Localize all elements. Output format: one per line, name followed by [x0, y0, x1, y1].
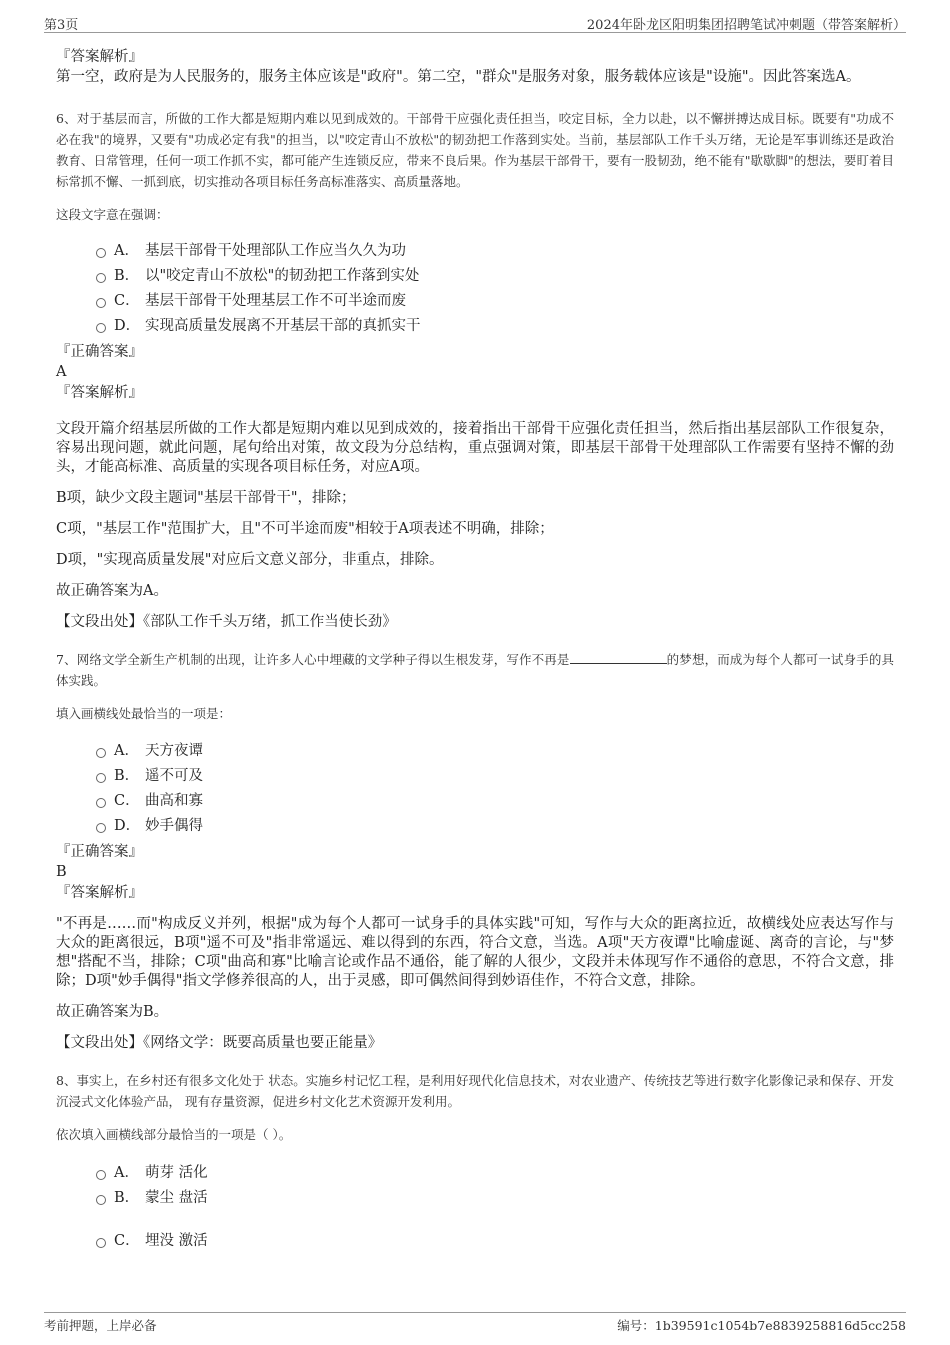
option-letter: D． — [114, 318, 141, 334]
q5-analysis-label: 『答案解析』 — [56, 49, 143, 65]
option-text: 埋没 激活 — [145, 1233, 208, 1249]
radio-icon[interactable] — [96, 323, 106, 333]
option-text: 妙手偶得 — [145, 818, 203, 834]
option-letter: A． — [114, 1165, 139, 1181]
q6-prompt: 这段文字意在强调： — [56, 207, 169, 222]
q6-analysis-p1: 文段开篇介绍基层所做的工作大都是短期内难以见到成效的，接着指出干部骨干应强化责任担当，然后指出基层部队工作很复杂，容易出现问题，就此问题，尾句给出对策，故文段为分总结构，重点强调对策，即基层干部骨干处理部队工作需要有坚持不懈的劲头，才能高标准、高质量的实现各项目标任务，对应A项。 — [56, 421, 894, 475]
radio-icon[interactable] — [96, 1170, 106, 1180]
q5-analysis-text: 第一空，政府是为人民服务的，服务主体应该是"政府"。第二空，"群众"是服务对象，服务载体应该是"设施"。因此答案选A。 — [56, 69, 861, 85]
q7-option-c[interactable] — [56, 789, 894, 814]
footer-slogan: 考前押题，上岸必备 — [44, 1318, 157, 1333]
q6-source: 【文段出处】《部队工作千头万绪，抓工作当使长劲》 — [56, 614, 397, 630]
fill-blank-line — [570, 651, 667, 664]
option-text: 曲高和寡 — [145, 793, 203, 809]
option-letter: D． — [114, 818, 141, 834]
option-text: 萌芽 活化 — [145, 1165, 208, 1181]
q8-option-a[interactable] — [56, 1161, 894, 1186]
option-text: 以"咬定青山不放松"的韧劲把工作落到实处 — [145, 268, 420, 284]
option-letter: A． — [114, 243, 139, 259]
option-text: 天方夜谭 — [145, 743, 203, 759]
document-title: 2024年卧龙区阳明集团招聘笔试冲刺题（带答案解析） — [586, 18, 906, 33]
q6-option-a[interactable] — [56, 239, 894, 264]
option-letter: C． — [114, 1233, 140, 1249]
radio-icon[interactable] — [96, 248, 106, 258]
page-number: 第3页 — [44, 18, 79, 33]
q6-option-b[interactable] — [56, 264, 894, 289]
option-text: 遥不可及 — [145, 768, 203, 784]
q7-analysis-label: 『答案解析』 — [56, 885, 143, 901]
option-text: 基层干部骨干处理部队工作应当久久为功 — [145, 243, 406, 259]
radio-icon[interactable] — [96, 798, 106, 808]
q7-source: 【文段出处】《网络文学：既要高质量也要正能量》 — [56, 1035, 383, 1051]
q8-stem: 8、事实上，在乡村还有很多文化处于 状态。实施乡村记忆工程，是利用好现代化信息技术，对农业遗产、传统技艺等进行数字化影像记录和保存、开发沉浸式文化体验产品， 现有存量资源，促进乡村文化艺术资源开发利用。 — [56, 1073, 894, 1109]
option-letter: B． — [114, 1190, 140, 1206]
option-text: 蒙尘 盘活 — [145, 1190, 208, 1206]
radio-icon[interactable] — [96, 1195, 106, 1205]
q6-analysis-p5: 故正确答案为A。 — [56, 583, 168, 599]
option-letter: A． — [114, 743, 139, 759]
q7-stem-after: 的梦想，而成为每个人都可一试身手的具体实践。 — [56, 652, 894, 688]
q7-option-d[interactable] — [56, 814, 894, 839]
q7-answer: B — [56, 864, 67, 880]
radio-icon[interactable] — [96, 823, 106, 833]
radio-icon[interactable] — [96, 773, 106, 783]
q7-analysis-p2: 故正确答案为B。 — [56, 1004, 169, 1020]
q8-option-c[interactable] — [56, 1229, 894, 1254]
radio-icon[interactable] — [96, 748, 106, 758]
radio-icon[interactable] — [96, 1238, 106, 1248]
q6-analysis-label: 『答案解析』 — [56, 385, 143, 401]
q8-prompt: 依次填入画横线部分最恰当的一项是（ ）。 — [56, 1127, 292, 1142]
page-footer — [44, 1312, 906, 1335]
q7-analysis-p1: "不再是……而"构成反义并列，根据"成为每个人都可一试身手的具体实践"可知，写作与大众的距离拉近，故横线处应表达写作与大众的距离很远，B项"遥不可及"指非常遥远、难以得到的东西，符合文意，当选。A项"天方夜谭"比喻虚诞、离奇的言论，与"梦想"搭配不当，排除；C项"曲高和寡"比喻言论或作品不通俗，能了解的人很少，文段并未体现写作不通俗的意思，不符合文意，排除；D项"妙手偶得"指文学修养很高的人，出于灵感，即可偶然间得到妙语佳作，不符合文意，排除。 — [56, 916, 894, 989]
q6-analysis-p2: B项，缺少文段主题词"基层干部骨干"，排除； — [56, 490, 356, 506]
q6-correct-label: 『正确答案』 — [56, 344, 143, 360]
option-letter: B． — [114, 768, 140, 784]
q7-stem — [56, 649, 894, 691]
document-code: 编号：1b39591c1054b7e8839258816d5cc258 — [617, 1318, 906, 1333]
q6-option-c[interactable] — [56, 289, 894, 314]
radio-icon[interactable] — [96, 273, 106, 283]
option-text: 基层干部骨干处理基层工作不可半途而废 — [145, 293, 406, 309]
q6-answer: A — [56, 364, 67, 380]
q6-analysis-p3: C项，"基层工作"范围扩大，且"不可半途而废"相较于A项表述不明确，排除； — [56, 521, 554, 537]
option-letter: C． — [114, 793, 140, 809]
option-letter: B． — [114, 268, 140, 284]
q6-analysis-p4: D项，"实现高质量发展"对应后文意义部分，非重点，排除。 — [56, 552, 444, 568]
page-content — [56, 30, 894, 1254]
q6-options — [56, 239, 894, 339]
option-letter: C． — [114, 293, 140, 309]
q7-stem-before: 7、网络文学全新生产机制的出现，让许多人心中埋藏的文学种子得以生根发芽，写作不再是 — [56, 652, 570, 667]
q6-stem: 6、对于基层而言，所做的工作大都是短期内难以见到成效的。干部骨干应强化责任担当，咬定目标，全力以赴，以不懈拼搏达成目标。既要有"功成不必在我"的境界，又要有"功成必定有我"的担当，以"咬定青山不放松"的韧劲把工作落到实处。当前，基层部队工作千头万绪，无论是军事训练还是政治教育、日常管理，任何一项工作抓不实，都可能产生连锁反应，带来不良后果。作为基层干部骨干，要有一股韧劲，绝不能有"歇歇脚"的想法，要盯着目标常抓不懈、一抓到底，切实推动各项目标任务高标准落实、高质量落地。 — [56, 111, 894, 189]
radio-icon[interactable] — [96, 298, 106, 308]
q7-option-a[interactable] — [56, 739, 894, 764]
option-text: 实现高质量发展离不开基层干部的真抓实干 — [145, 318, 421, 334]
q8-options — [56, 1161, 894, 1254]
q7-correct-label: 『正确答案』 — [56, 844, 143, 860]
q7-options — [56, 739, 894, 839]
q6-option-d[interactable] — [56, 314, 894, 339]
q8-option-b[interactable] — [56, 1186, 894, 1211]
q7-option-b[interactable] — [56, 764, 894, 789]
q7-prompt: 填入画横线处最恰当的一项是： — [56, 706, 232, 721]
